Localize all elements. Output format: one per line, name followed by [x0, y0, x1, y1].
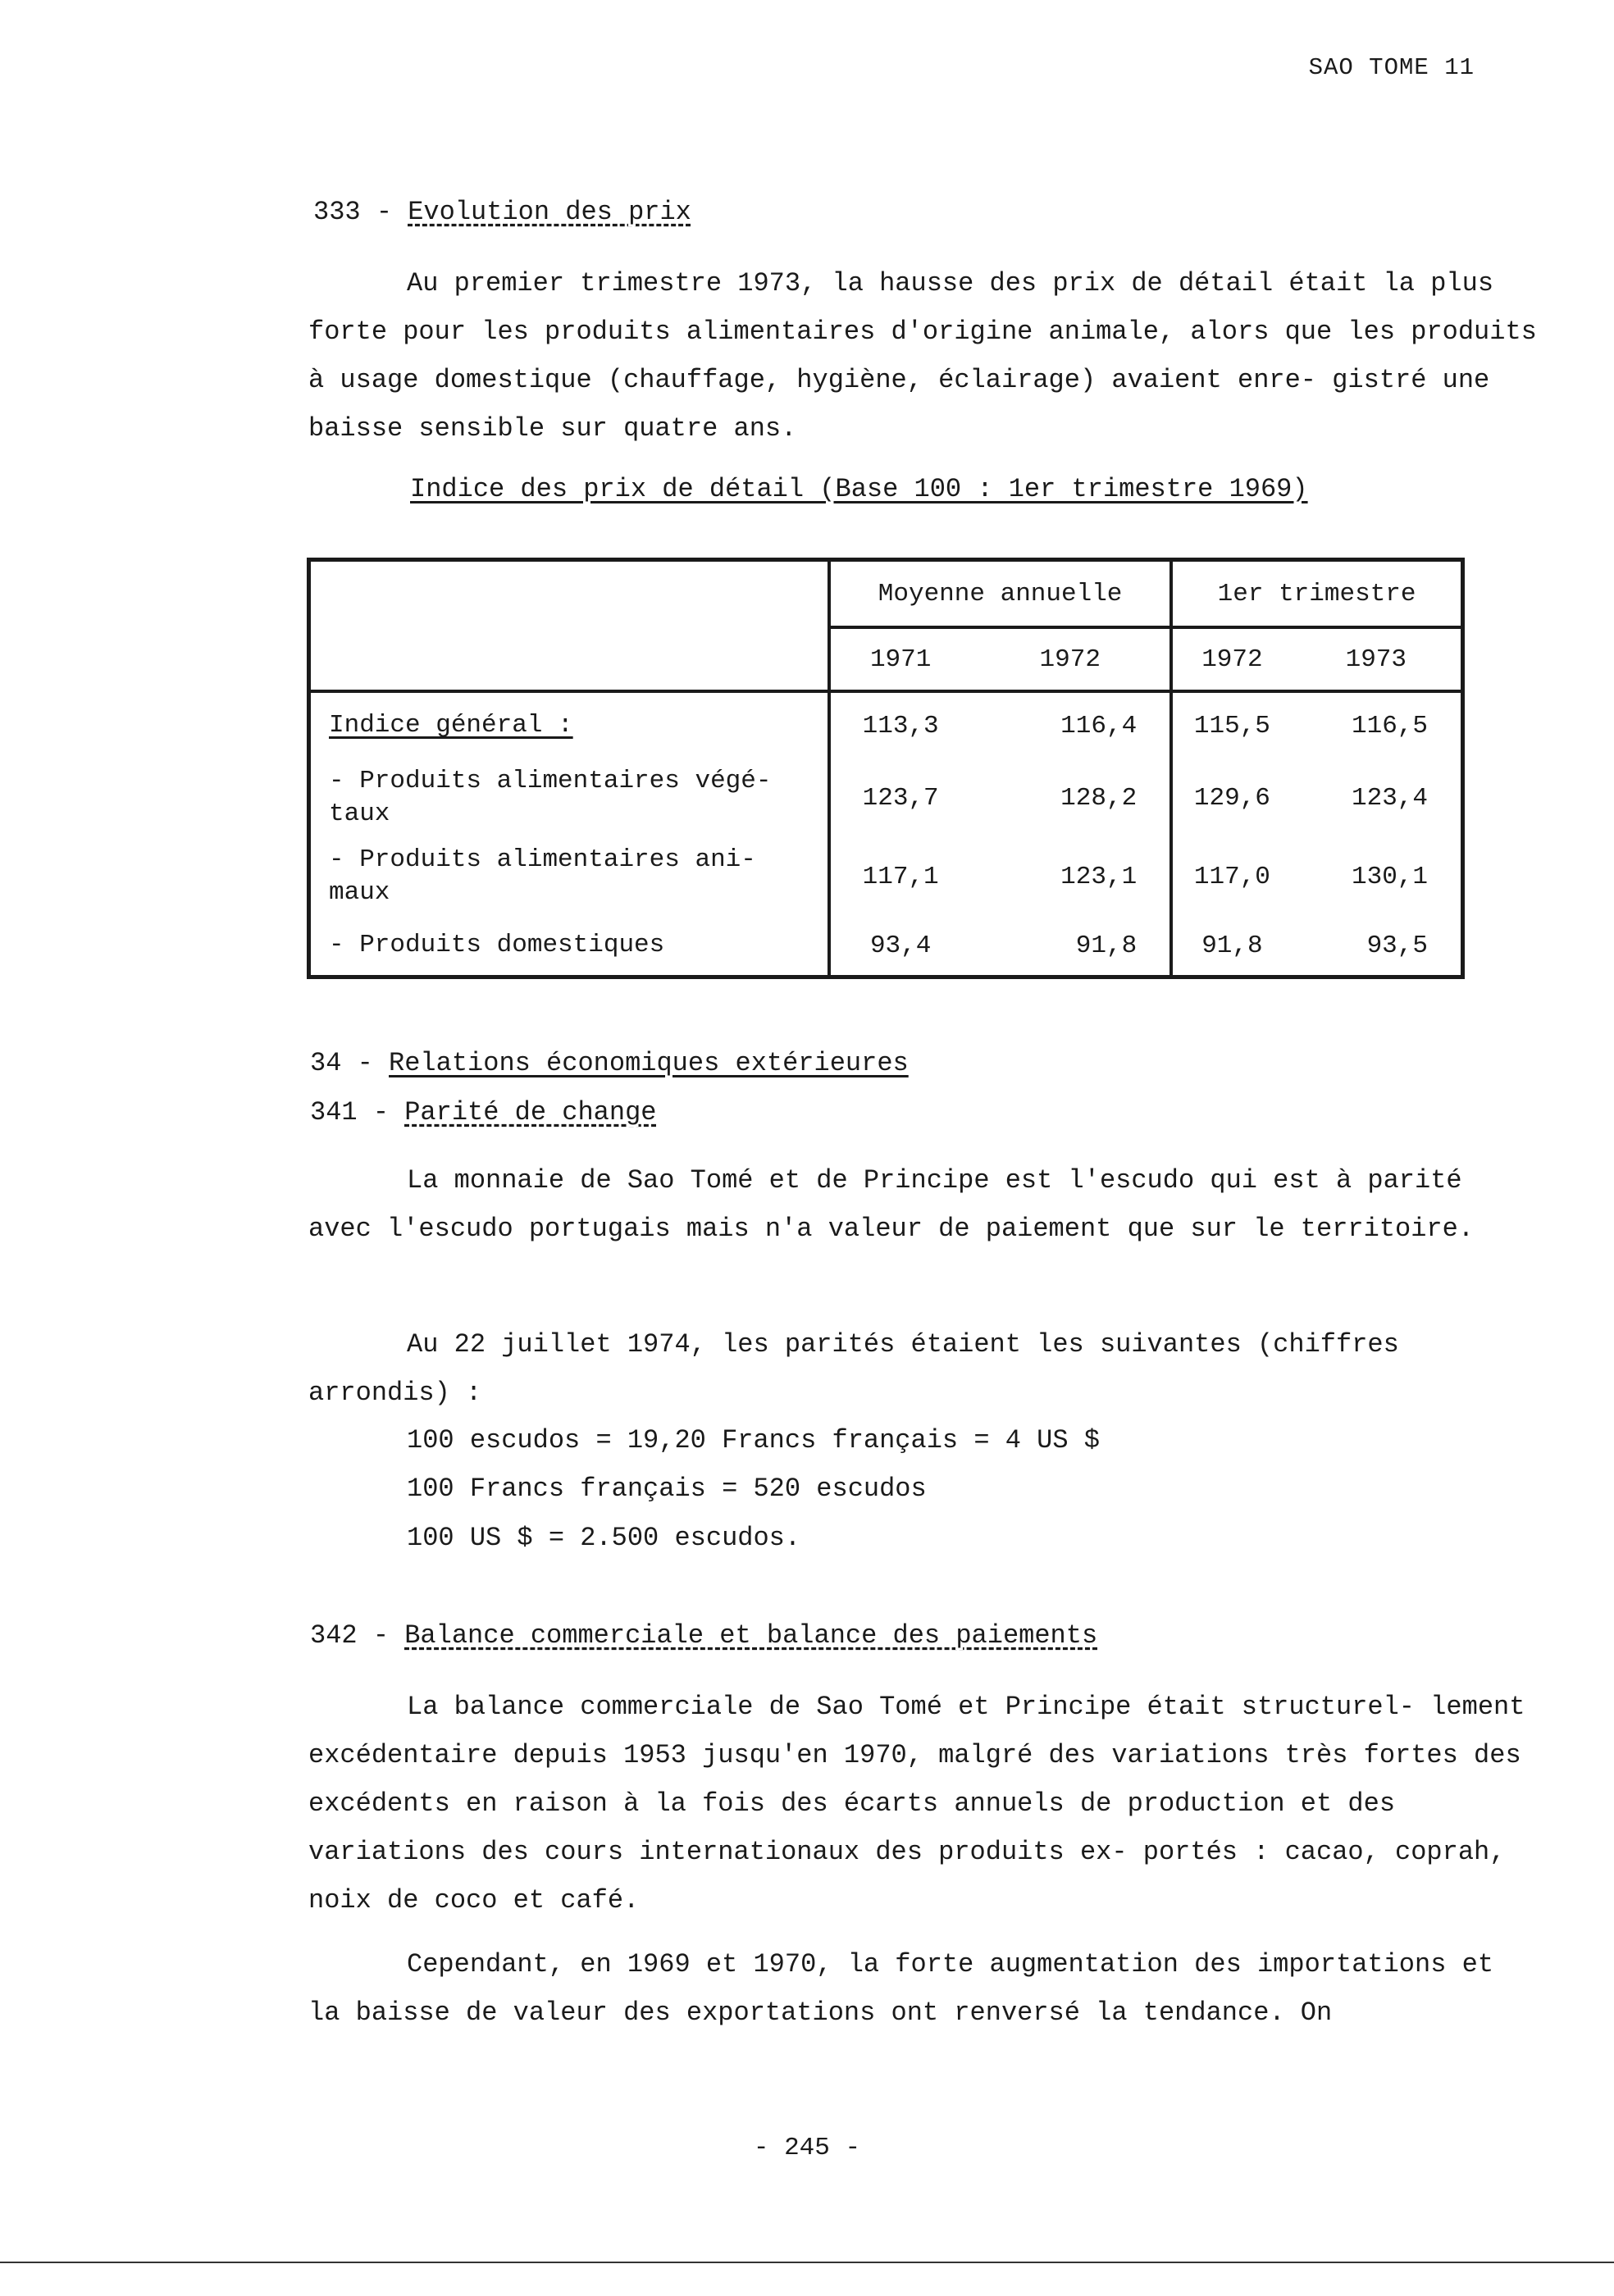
cell-value: 123,7: [829, 758, 970, 837]
row-label: - Produits alimentaires végé- taux: [329, 767, 772, 828]
page-number: - 245 -: [753, 2134, 861, 2162]
bottom-rule: [0, 2262, 1614, 2263]
cell-value: 93,5: [1366, 931, 1428, 960]
cell-value: 116,5: [1351, 711, 1428, 740]
section-title: Relations économiques extérieures: [389, 1048, 909, 1078]
cell-value: 115,5: [1171, 693, 1291, 758]
section-34-heading: [310, 1048, 909, 1078]
row-label: - Produits alimentaires ani- maux: [329, 845, 756, 907]
cell-value: 128,2: [1060, 783, 1138, 813]
exchange-rate-line: 100 US $ = 2.500 escudos.: [407, 1523, 801, 1553]
row-label: - Produits domestiques: [329, 931, 665, 959]
section-341-paragraph-1: La monnaie de Sao Tomé et de Principe est l'escudo qui est à parité avec l'escudo portugais mais n'a valeur de paiement que sur le territoire.: [308, 1165, 1475, 1244]
section-341-paragraph-2: Au 22 juillet 1974, les parités étaient les suivantes (chiffres arrondis) :: [308, 1329, 1399, 1408]
cell-value: 117,1: [829, 837, 970, 916]
cell-value: 123,1: [1060, 862, 1138, 891]
section-341-heading: [310, 1097, 656, 1128]
section-333-paragraph: Au premier trimestre 1973, la hausse des prix de détail était la plus forte pour les produits alimentaires d'origine animale, alors que les produits à usage domestique (chauffage, hygiène, éclairage) avaient enre- gistré une baisse sensible sur quatre ans.: [308, 268, 1537, 444]
table-row: [309, 693, 1463, 758]
cell-value: 91,8: [1075, 931, 1138, 960]
section-number: 342 -: [310, 1620, 405, 1651]
year-header: 1971: [829, 627, 970, 691]
section-title: Parité de change: [404, 1097, 657, 1128]
section-number: 333 -: [313, 197, 408, 227]
exchange-rate-line: 100 escudos = 19,20 Francs français = 4 US $: [407, 1425, 1100, 1456]
cell-value: 129,6: [1171, 758, 1291, 837]
section-342-paragraph-2: Cependant, en 1969 et 1970, la forte augmentation des importations et la baisse de valeur des exportations ont renversé la tendance. On: [308, 1949, 1494, 2028]
section-333-heading: [313, 197, 691, 227]
year-header: 1972: [1171, 627, 1291, 691]
year-header: 1972: [970, 627, 1171, 691]
exchange-rate-line: 100 Francs français = 520 escudos: [407, 1474, 927, 1504]
group-header-quarter: 1er trimestre: [1171, 560, 1462, 628]
cell-value: 123,4: [1351, 783, 1428, 813]
cell-value: 91,8: [1171, 916, 1291, 977]
table-title: Indice des prix de détail (Base 100 : 1er trimestre 1969): [410, 474, 1308, 504]
group-header-annual: Moyenne annuelle: [829, 560, 1171, 628]
cell-value: 130,1: [1351, 862, 1428, 891]
cell-value: 116,4: [1060, 711, 1138, 740]
cell-value: 93,4: [829, 916, 970, 977]
section-title: Balance commerciale et balance des paiements: [404, 1620, 1098, 1651]
cell-value: 113,3: [829, 693, 970, 758]
table-row: [309, 916, 1463, 977]
row-label: Indice général :: [329, 711, 573, 740]
cell-value: 117,0: [1171, 837, 1291, 916]
section-number: 341 -: [310, 1097, 405, 1128]
year-header: 1973: [1292, 627, 1463, 691]
running-header: SAO TOME 11: [1308, 54, 1475, 81]
table-row: [309, 758, 1463, 837]
section-342-heading: [310, 1620, 1097, 1651]
table-row: [309, 837, 1463, 916]
section-342-paragraph-1: La balance commerciale de Sao Tomé et Principe était structurel- lement excédentaire depuis 1953 jusqu'en 1970, malgré des variations très fortes des excédents en raison à la fois des écarts annuels de production et des variations des cours internationaux des produits ex- portés : cacao, coprah, noix de coco et café.: [308, 1692, 1525, 1916]
section-number: 34 -: [310, 1048, 390, 1078]
table-corner-cell: [309, 560, 830, 692]
section-title: Evolution des prix: [408, 197, 691, 227]
price-index-table: [307, 558, 1465, 979]
